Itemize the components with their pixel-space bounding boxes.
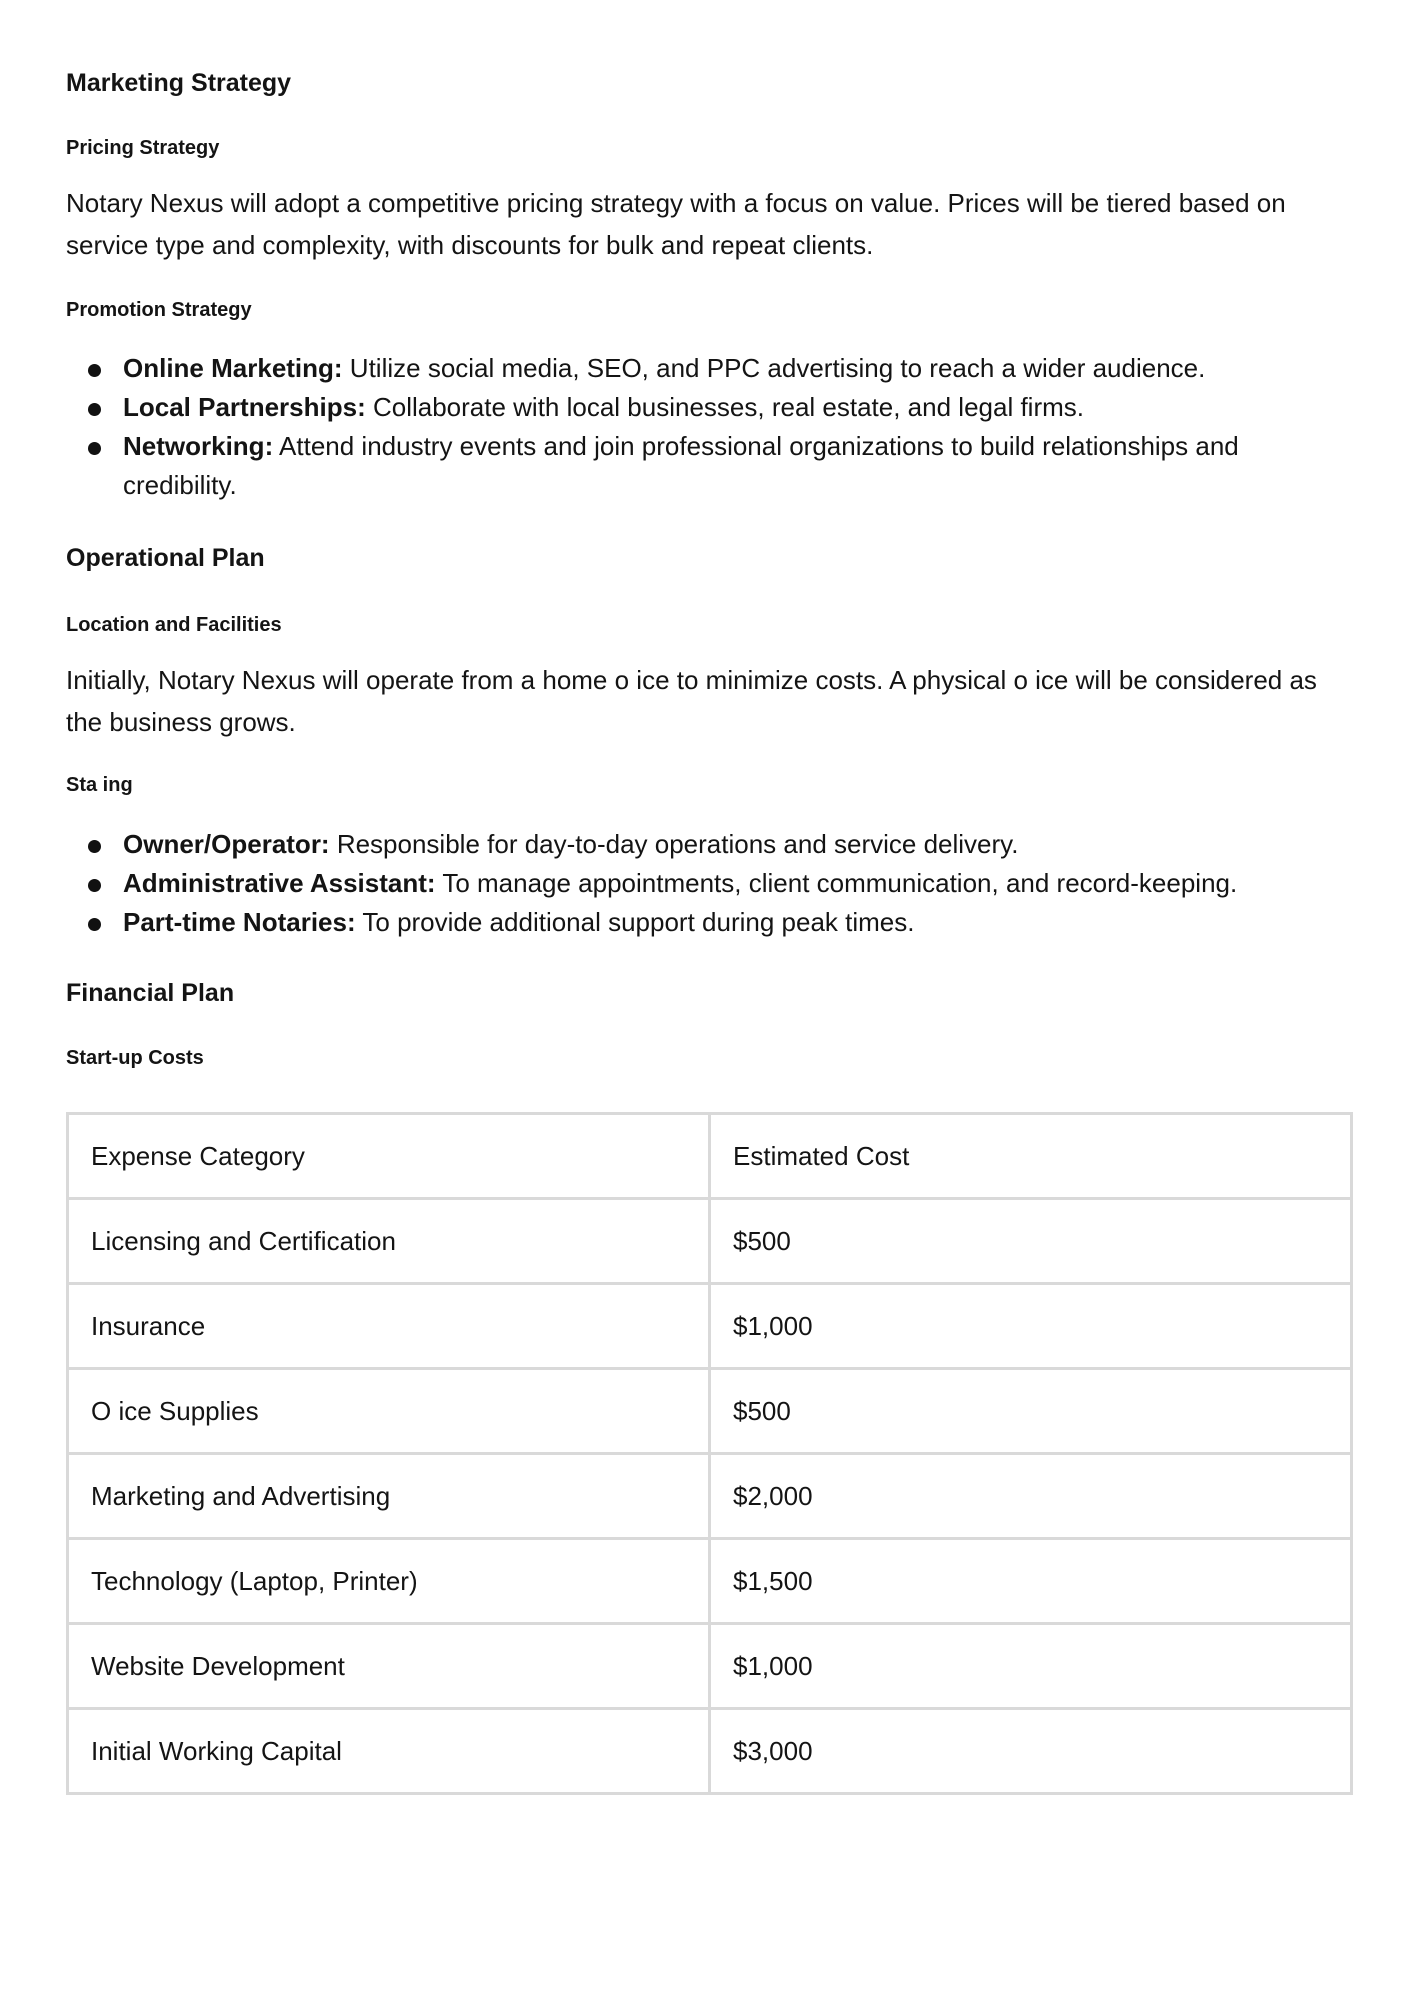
list-item-label: Administrative Assistant: [123,868,436,898]
bullet-icon [88,442,101,455]
startup-costs-table [66,1112,1353,1795]
paragraph-location: Initially, Notary Nexus will operate from a home o ice to minimize costs. A physical o ice will be considered as the business grows. [66,665,1317,737]
list-item-text: To manage appointments, client communication, and record-keeping. [435,868,1238,898]
table-cell: O ice Supplies [68,1369,710,1454]
list-item-text: Utilize social media, SEO, and PPC advertising to reach a wider audience. [342,353,1206,383]
table-cell: Website Development [68,1624,710,1709]
bullet-icon [88,918,101,931]
list-item-text: Attend industry events and join professional organizations to build relationships and credibility. [123,431,1239,500]
subheading-pricing: Pricing Strategy [66,137,220,159]
table-row [68,1454,1352,1539]
list-item [66,388,1348,427]
table-row [68,1284,1352,1369]
section-heading-financial: Financial Plan [66,979,235,1007]
table-cell: $1,000 [710,1624,1352,1709]
table-header-row [68,1114,1352,1199]
table-cell: Licensing and Certification [68,1199,710,1284]
table-header-cell: Expense Category [68,1114,710,1199]
section-heading-operational: Operational Plan [66,544,265,572]
list-item [66,349,1348,388]
bullet-icon [88,403,101,416]
list-item [66,903,1348,942]
table-cell: $1,000 [710,1284,1352,1369]
list-item-text: Responsible for day-to-day operations and service delivery. [329,829,1019,859]
table-row [68,1624,1352,1709]
list-item-text: To provide additional support during peak times. [355,907,915,937]
table-header-cell: Estimated Cost [710,1114,1352,1199]
paragraph-pricing: Notary Nexus will adopt a competitive pricing strategy with a focus on value. Prices will be tiered based on service type and complexity, with discounts for bulk and repeat clients. [66,188,1286,260]
bullet-icon [88,840,101,853]
bullet-icon [88,364,101,377]
subheading-startup-costs: Start-up Costs [66,1047,204,1069]
bullet-icon [88,879,101,892]
section-heading-marketing: Marketing Strategy [66,69,292,97]
table-row [68,1709,1352,1794]
table-cell: Marketing and Advertising [68,1454,710,1539]
table-row [68,1369,1352,1454]
table-cell: Initial Working Capital [68,1709,710,1794]
table-cell: $1,500 [710,1539,1352,1624]
list-item-label: Part-time Notaries: [123,907,356,937]
table-row [68,1199,1352,1284]
table-cell: $2,000 [710,1454,1352,1539]
table-row [68,1539,1352,1624]
subheading-location: Location and Facilities [66,614,282,636]
list-item-text: Collaborate with local businesses, real estate, and legal firms. [365,392,1084,422]
table-cell: Technology (Laptop, Printer) [68,1539,710,1624]
list-item-label: Online Marketing: [123,353,343,383]
table-cell: Insurance [68,1284,710,1369]
subheading-promotion: Promotion Strategy [66,299,252,321]
promotion-list [66,349,1348,505]
list-item [66,427,1348,505]
table-cell: $500 [710,1369,1352,1454]
subheading-staffing: Sta ing [66,774,133,796]
list-item [66,825,1348,864]
table-cell: $3,000 [710,1709,1352,1794]
list-item-label: Networking: [123,431,274,461]
list-item-label: Local Partnerships: [123,392,366,422]
list-item-label: Owner/Operator: [123,829,330,859]
staffing-list [66,825,1348,942]
table-cell: $500 [710,1199,1352,1284]
list-item [66,864,1348,903]
